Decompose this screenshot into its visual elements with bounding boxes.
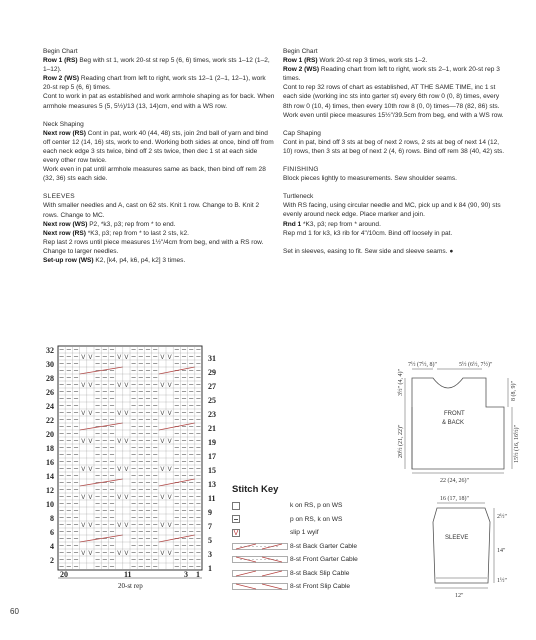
sleeve-length-label: 14" bbox=[497, 548, 506, 554]
slip-mark: V bbox=[117, 467, 122, 473]
chart-right-row-numbers bbox=[208, 354, 216, 573]
end-mark-icon: ● bbox=[449, 247, 454, 255]
key-row: 8-st Front Slip Cable bbox=[232, 580, 392, 594]
slip-mark: V bbox=[124, 551, 129, 557]
row2-instruction: Row 2 (WS) Reading chart from left to right, work sts 12–1 (2–1, 12–1), work 20-st rep 5 (6, 6) times. bbox=[43, 75, 266, 92]
stitch-number: 1 bbox=[196, 570, 200, 579]
setup-row: Set-up row (WS) K2, [k4, p4, k6, p4, k2] 3 times. bbox=[43, 256, 186, 264]
row-number: 7 bbox=[208, 522, 212, 531]
slip-mark: V bbox=[160, 467, 165, 473]
key-row: p on RS, k on WS bbox=[232, 513, 392, 527]
finishing-text: Block pieces lightly to measurements. Sew shoulder seams. bbox=[283, 175, 457, 183]
chart-bottom-numbers bbox=[60, 570, 200, 579]
armhole-text: Cont to work in pat as established and work armhole shaping as for back. When armhole measures 5 (5, 5½)/13 (13, 14)cm, end with a WS row. bbox=[43, 93, 275, 110]
top-width-label: 7½ (7½, 8)" bbox=[408, 362, 437, 368]
stitch-number: 20 bbox=[60, 570, 68, 579]
stitch-key bbox=[232, 484, 392, 594]
front-garter-cable-icon bbox=[232, 556, 288, 563]
slip-mark: V bbox=[167, 467, 172, 473]
row-number: 23 bbox=[208, 410, 216, 419]
row-number: 19 bbox=[208, 438, 216, 447]
slip-mark: V bbox=[167, 551, 172, 557]
neck-width-label: 5½ (6½, 7½)" bbox=[459, 362, 493, 368]
slip-mark: V bbox=[124, 467, 129, 473]
row-number: 26 bbox=[46, 388, 54, 397]
rep-last-text: Rep last 2 rows until piece measures 1½"/4cm from beg, end with a RS row. Change to larger needles. bbox=[43, 238, 264, 255]
slip-mark: V bbox=[117, 523, 122, 529]
sleeve-outline bbox=[433, 508, 490, 583]
row-number: 2 bbox=[50, 556, 54, 565]
slip-mark: V bbox=[81, 411, 86, 417]
slip-mark: V bbox=[117, 439, 122, 445]
cap-shaping-heading: Cap Shaping bbox=[283, 129, 321, 137]
slip-mark: V bbox=[117, 383, 122, 389]
row1-instruction: Row 1 (RS) Beg with st 1, work 20-st st rep 5 (6, 6) times, work sts 1–12 (1–2, 1–12). bbox=[43, 57, 270, 74]
slip-mark: V bbox=[88, 439, 93, 445]
row-number: 27 bbox=[208, 382, 216, 391]
row-number: 9 bbox=[208, 508, 212, 517]
sleeve-label: SLEEVE bbox=[445, 535, 469, 541]
cap-text: Cont in pat, bind off 3 sts at beg of next 2 rows, 2 sts at beg of next 14 (12, 10) rows, then 3 sts at beg of next 2 (4, 6) rows. Bind off rem 38 (40, 42) sts. bbox=[283, 138, 505, 155]
slip-mark: V bbox=[117, 355, 122, 361]
slip-mark: V bbox=[160, 411, 165, 417]
row-number: 3 bbox=[208, 550, 212, 559]
armhole-label: 8 (8, 9)" bbox=[511, 381, 517, 401]
sleeves-cast-on: With smaller needles and A, cast on 62 sts. Knit 1 row. Change to B. Knit 2 rows. Change to MC. bbox=[43, 202, 260, 219]
turtleneck-heading: Turtleneck bbox=[283, 193, 314, 201]
slip-mark: V bbox=[81, 355, 86, 361]
row-number: 18 bbox=[46, 444, 54, 453]
slip-mark: V bbox=[88, 411, 93, 417]
key-row: 8-st Back Garter Cable bbox=[232, 540, 392, 554]
sleeve-cuff-label: 1½" bbox=[497, 578, 507, 584]
row-number: 6 bbox=[50, 528, 54, 537]
set-in-text: Set in sleeves, easing to fit. Sew side and sleeve seams. ● bbox=[283, 247, 454, 255]
slip-mark: V bbox=[160, 355, 165, 361]
inc-text: Cont to rep 32 rows of chart as established, AT THE SAME TIME, inc 1 st each side (working inc sts into garter st) every 6th row 0 (0, 8) times, every 8th row 0 (10, 4) times, then every 10th row 8 (0, 0) times—78 (82, 86) sts. bbox=[283, 84, 500, 110]
stitch-number: 3 bbox=[184, 570, 188, 579]
row-number: 29 bbox=[208, 368, 216, 377]
slip-mark: V bbox=[167, 439, 172, 445]
row-number: 24 bbox=[46, 402, 54, 411]
sleeve-cap-label: 2½" bbox=[497, 514, 507, 520]
slip-mark: V bbox=[81, 383, 86, 389]
chart-grid bbox=[58, 346, 202, 590]
row-number: 31 bbox=[208, 354, 216, 363]
row-number: 28 bbox=[46, 374, 54, 383]
stitch-key-title: Stitch Key bbox=[232, 484, 279, 495]
slip-mark: V bbox=[88, 523, 93, 529]
row-number: 25 bbox=[208, 396, 216, 405]
slip-mark: V bbox=[160, 523, 165, 529]
row-number: 13 bbox=[208, 480, 216, 489]
begin-chart-heading: Begin Chart bbox=[43, 48, 78, 55]
key-row: 8-st Front Garter Cable bbox=[232, 553, 392, 567]
slip-v-icon: V bbox=[233, 529, 239, 537]
row-number: 1 bbox=[208, 564, 212, 573]
slip-mark: V bbox=[167, 383, 172, 389]
right-work-even: Work even until piece measures 15½"/39.5cm from beg, end with a WS row. bbox=[283, 111, 504, 119]
slip-mark: V bbox=[88, 355, 93, 361]
sleeve-bottom-label: 12" bbox=[455, 593, 464, 599]
bottom-width-label: 22 (24, 26)" bbox=[440, 478, 469, 484]
back-label: & BACK bbox=[442, 420, 465, 426]
slip-mark: V bbox=[124, 355, 129, 361]
slip-mark: V bbox=[117, 495, 122, 501]
row-number: 12 bbox=[46, 486, 54, 495]
row-number: 4 bbox=[50, 542, 54, 551]
right-row2: Row 2 (WS) Reading chart from left to right, work sts 2–1, work 20-st rep 3 times. bbox=[283, 66, 500, 83]
empty-box-icon bbox=[232, 502, 240, 510]
row-number: 15 bbox=[208, 466, 216, 475]
slip-mark: V bbox=[124, 411, 129, 417]
slip-mark: V bbox=[81, 523, 86, 529]
slip-mark: V bbox=[160, 383, 165, 389]
shoulder-label: 3½" (4, 4)" bbox=[398, 369, 404, 396]
slip-mark: V bbox=[167, 411, 172, 417]
row-number: 22 bbox=[46, 416, 54, 425]
slip-mark: V bbox=[81, 495, 86, 501]
row-number: 21 bbox=[208, 424, 216, 433]
slip-mark: V bbox=[160, 551, 165, 557]
slip-mark: V bbox=[81, 439, 86, 445]
finishing-heading: FINISHING bbox=[283, 166, 319, 174]
slip-mark: V bbox=[117, 411, 122, 417]
back-slip-cable-icon bbox=[232, 570, 288, 577]
rep-label: 20-st rep bbox=[118, 582, 143, 590]
sleeve-schematic bbox=[433, 503, 494, 588]
rnd1-text: Rnd 1 *K3, p3; rep from * around. bbox=[283, 220, 381, 228]
front-slip-cable-icon bbox=[232, 583, 288, 590]
work-even-text: Work even in pat until armhole measures same as back, then bind off rem 28 (32, 36) sts each side. bbox=[43, 166, 266, 183]
begin-chart-heading-2: Begin Chart bbox=[283, 48, 318, 55]
row-number: 32 bbox=[46, 346, 54, 355]
page-number: 60 bbox=[10, 607, 19, 616]
slip-mark: V bbox=[167, 523, 172, 529]
row-number: 5 bbox=[208, 536, 212, 545]
slip-mark: V bbox=[88, 383, 93, 389]
sleeves-next-ws: Next row (WS) P2, *k3, p3; rep from * to end. bbox=[43, 220, 176, 228]
slip-mark: V bbox=[167, 495, 172, 501]
front-label: FRONT bbox=[444, 411, 465, 417]
right-row1: Row 1 (RS) Work 20-st rep 3 times, work sts 1–2. bbox=[283, 57, 428, 65]
stitch-number: 11 bbox=[124, 570, 132, 579]
key-row: 8-st Back Slip Cable bbox=[232, 567, 392, 581]
row-number: 11 bbox=[208, 494, 216, 503]
slip-mark: V bbox=[124, 523, 129, 529]
slip-mark: V bbox=[88, 551, 93, 557]
slip-mark: V bbox=[160, 495, 165, 501]
row-number: 30 bbox=[46, 360, 54, 369]
dash-box-icon bbox=[232, 515, 240, 523]
slip-mark: V bbox=[124, 495, 129, 501]
back-garter-cable-icon bbox=[232, 543, 288, 550]
key-row: k on RS, p on WS bbox=[232, 499, 392, 513]
row-number: 17 bbox=[208, 452, 216, 461]
length-label: 20½ (21, 22)" bbox=[398, 424, 404, 458]
sleeves-next-rs: Next row (RS) *K3, p3; rep from * to last 2 sts, k2. bbox=[43, 229, 189, 237]
sleeves-heading: SLEEVES bbox=[43, 193, 75, 201]
slip-mark: V bbox=[124, 439, 129, 445]
row-number: 8 bbox=[50, 514, 54, 523]
slip-mark: V bbox=[88, 467, 93, 473]
turtleneck-text: With RS facing, using circular needle and MC, pick up and k 84 (90, 90) sts evenly around neck edge. Place marker and join. bbox=[283, 202, 501, 219]
row-number: 10 bbox=[46, 500, 54, 509]
slip-mark: V bbox=[160, 439, 165, 445]
row-number: 14 bbox=[46, 472, 54, 481]
slip-mark: V bbox=[167, 355, 172, 361]
slip-mark: V bbox=[81, 551, 86, 557]
key-row: V slip 1 wyif bbox=[233, 529, 319, 537]
sleeve-top-label: 16 (17, 18)" bbox=[440, 496, 469, 502]
slip-mark: V bbox=[81, 467, 86, 473]
chart-left-row-numbers bbox=[46, 346, 54, 565]
slip-mark: V bbox=[117, 551, 122, 557]
row-number: 16 bbox=[46, 458, 54, 467]
body-length-label: 15½ (16, 16½)" bbox=[514, 425, 520, 463]
neck-next-row: Next row (RS) Cont in pat, work 40 (44, 48) sts, join 2nd ball of yarn and bind off center 12 (14, 16) sts, work to end. Working both sides at once, bind off from each neck edge 3 sts twice, bind off 2 sts twice, then dec 1 st at each side every other row twice. bbox=[43, 129, 274, 165]
rep-rnd-text: Rep rnd 1 for k3, k3 rib for 4"/10cm. Bind off loosely in pat. bbox=[283, 229, 453, 237]
row-number: 20 bbox=[46, 430, 54, 439]
slip-mark: V bbox=[124, 383, 129, 389]
neck-shaping-heading: Neck Shaping bbox=[43, 120, 84, 128]
slip-mark: V bbox=[88, 495, 93, 501]
